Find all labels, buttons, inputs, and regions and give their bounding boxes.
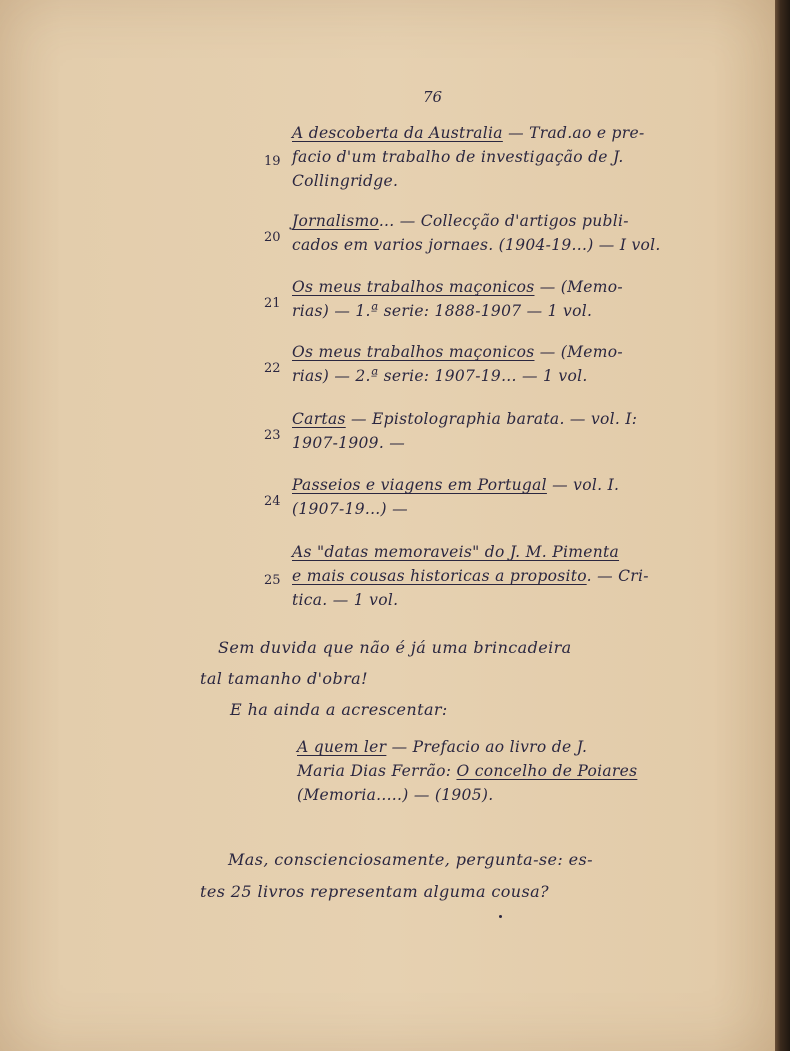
book-binding-edge bbox=[775, 0, 790, 1051]
entry-text: cados em varios jornaes. (1904-19...) — I vol. bbox=[292, 236, 661, 254]
underlined-title: Os meus trabalhos maçonicos bbox=[292, 278, 535, 296]
underlined-title: Jornalismo bbox=[292, 212, 379, 230]
entry-line bbox=[297, 738, 587, 756]
entry-text: 1907-1909. — bbox=[292, 434, 406, 452]
entry-line bbox=[292, 148, 624, 166]
underlined-title: A quem ler bbox=[297, 738, 387, 756]
entry-text: facio d'um trabalho de investigação de J. bbox=[292, 148, 624, 166]
entry-text: rias) — 1.ª serie: 1888-1907 — 1 vol. bbox=[292, 302, 593, 320]
underlined-title: As "datas memoraveis" do J. M. Pimenta bbox=[292, 543, 620, 561]
entry-number: 25 bbox=[264, 573, 281, 588]
entry-text: Maria Dias Ferrão: bbox=[297, 762, 457, 780]
page-number: 76 bbox=[423, 88, 443, 106]
underlined-title: Passeios e viagens em Portugal bbox=[292, 476, 547, 494]
entry-text: — vol. I. bbox=[546, 476, 620, 494]
entry-line bbox=[292, 212, 629, 230]
entry-line bbox=[292, 591, 398, 609]
entry-line bbox=[292, 476, 619, 494]
entry-text: ... — Collecção d'artigos publi- bbox=[378, 212, 629, 230]
entry-text: — Trad.ao e pre- bbox=[502, 124, 645, 142]
underlined-title: e mais cousas historicas a proposito bbox=[292, 567, 587, 585]
entry-text: tica. — 1 vol. bbox=[292, 591, 399, 609]
underlined-title: A descoberta da Australia bbox=[292, 124, 503, 142]
entry-text: . — Cri- bbox=[586, 567, 649, 585]
paragraph-line: tal tamanho d'obra! bbox=[200, 669, 368, 688]
entry-line bbox=[292, 236, 661, 254]
entry-line bbox=[292, 434, 405, 452]
entry-text: (Memoria.....) — (1905). bbox=[297, 786, 494, 804]
entry-text: (1907-19...) — bbox=[292, 500, 408, 518]
entry-number: 24 bbox=[264, 494, 281, 509]
closing-line: Mas, conscienciosamente, pergunta-se: es- bbox=[228, 850, 593, 869]
underlined-title: O concelho de Poiares bbox=[456, 762, 638, 780]
entry-line bbox=[292, 343, 623, 361]
paragraph-line: E ha ainda a acrescentar: bbox=[230, 700, 448, 719]
paragraph-line: Sem duvida que não é já uma brincadeira bbox=[218, 638, 572, 657]
entry-text: Collingridge. bbox=[292, 172, 399, 190]
entry-text: — Epistolographia barata. — vol. I: bbox=[345, 410, 638, 428]
entry-number: 21 bbox=[264, 296, 281, 311]
entry-text: rias) — 2.ª serie: 1907-19... — 1 vol. bbox=[292, 367, 588, 385]
entry-line bbox=[292, 543, 619, 561]
entry-number: 19 bbox=[264, 154, 281, 169]
entry-line bbox=[297, 786, 493, 804]
entry-line bbox=[292, 367, 588, 385]
entry-line bbox=[297, 762, 637, 780]
entry-line bbox=[292, 124, 644, 142]
underlined-title: Os meus trabalhos maçonicos bbox=[292, 343, 535, 361]
entry-line bbox=[292, 172, 398, 190]
entry-text: — (Memo- bbox=[534, 278, 623, 296]
closing-line: tes 25 livros representam alguma cousa? bbox=[200, 882, 550, 901]
entry-line bbox=[292, 278, 623, 296]
entry-text: — (Memo- bbox=[534, 343, 623, 361]
entry-line bbox=[292, 302, 592, 320]
entry-number: 22 bbox=[264, 361, 281, 376]
entry-line bbox=[292, 567, 649, 585]
entry-line bbox=[292, 500, 408, 518]
entry-number: 23 bbox=[264, 428, 281, 443]
entry-line bbox=[292, 410, 637, 428]
entry-text: — Prefacio ao livro de J. bbox=[386, 738, 588, 756]
entry-number: 20 bbox=[264, 230, 281, 245]
ink-dot bbox=[499, 915, 502, 918]
underlined-title: Cartas bbox=[292, 410, 346, 428]
